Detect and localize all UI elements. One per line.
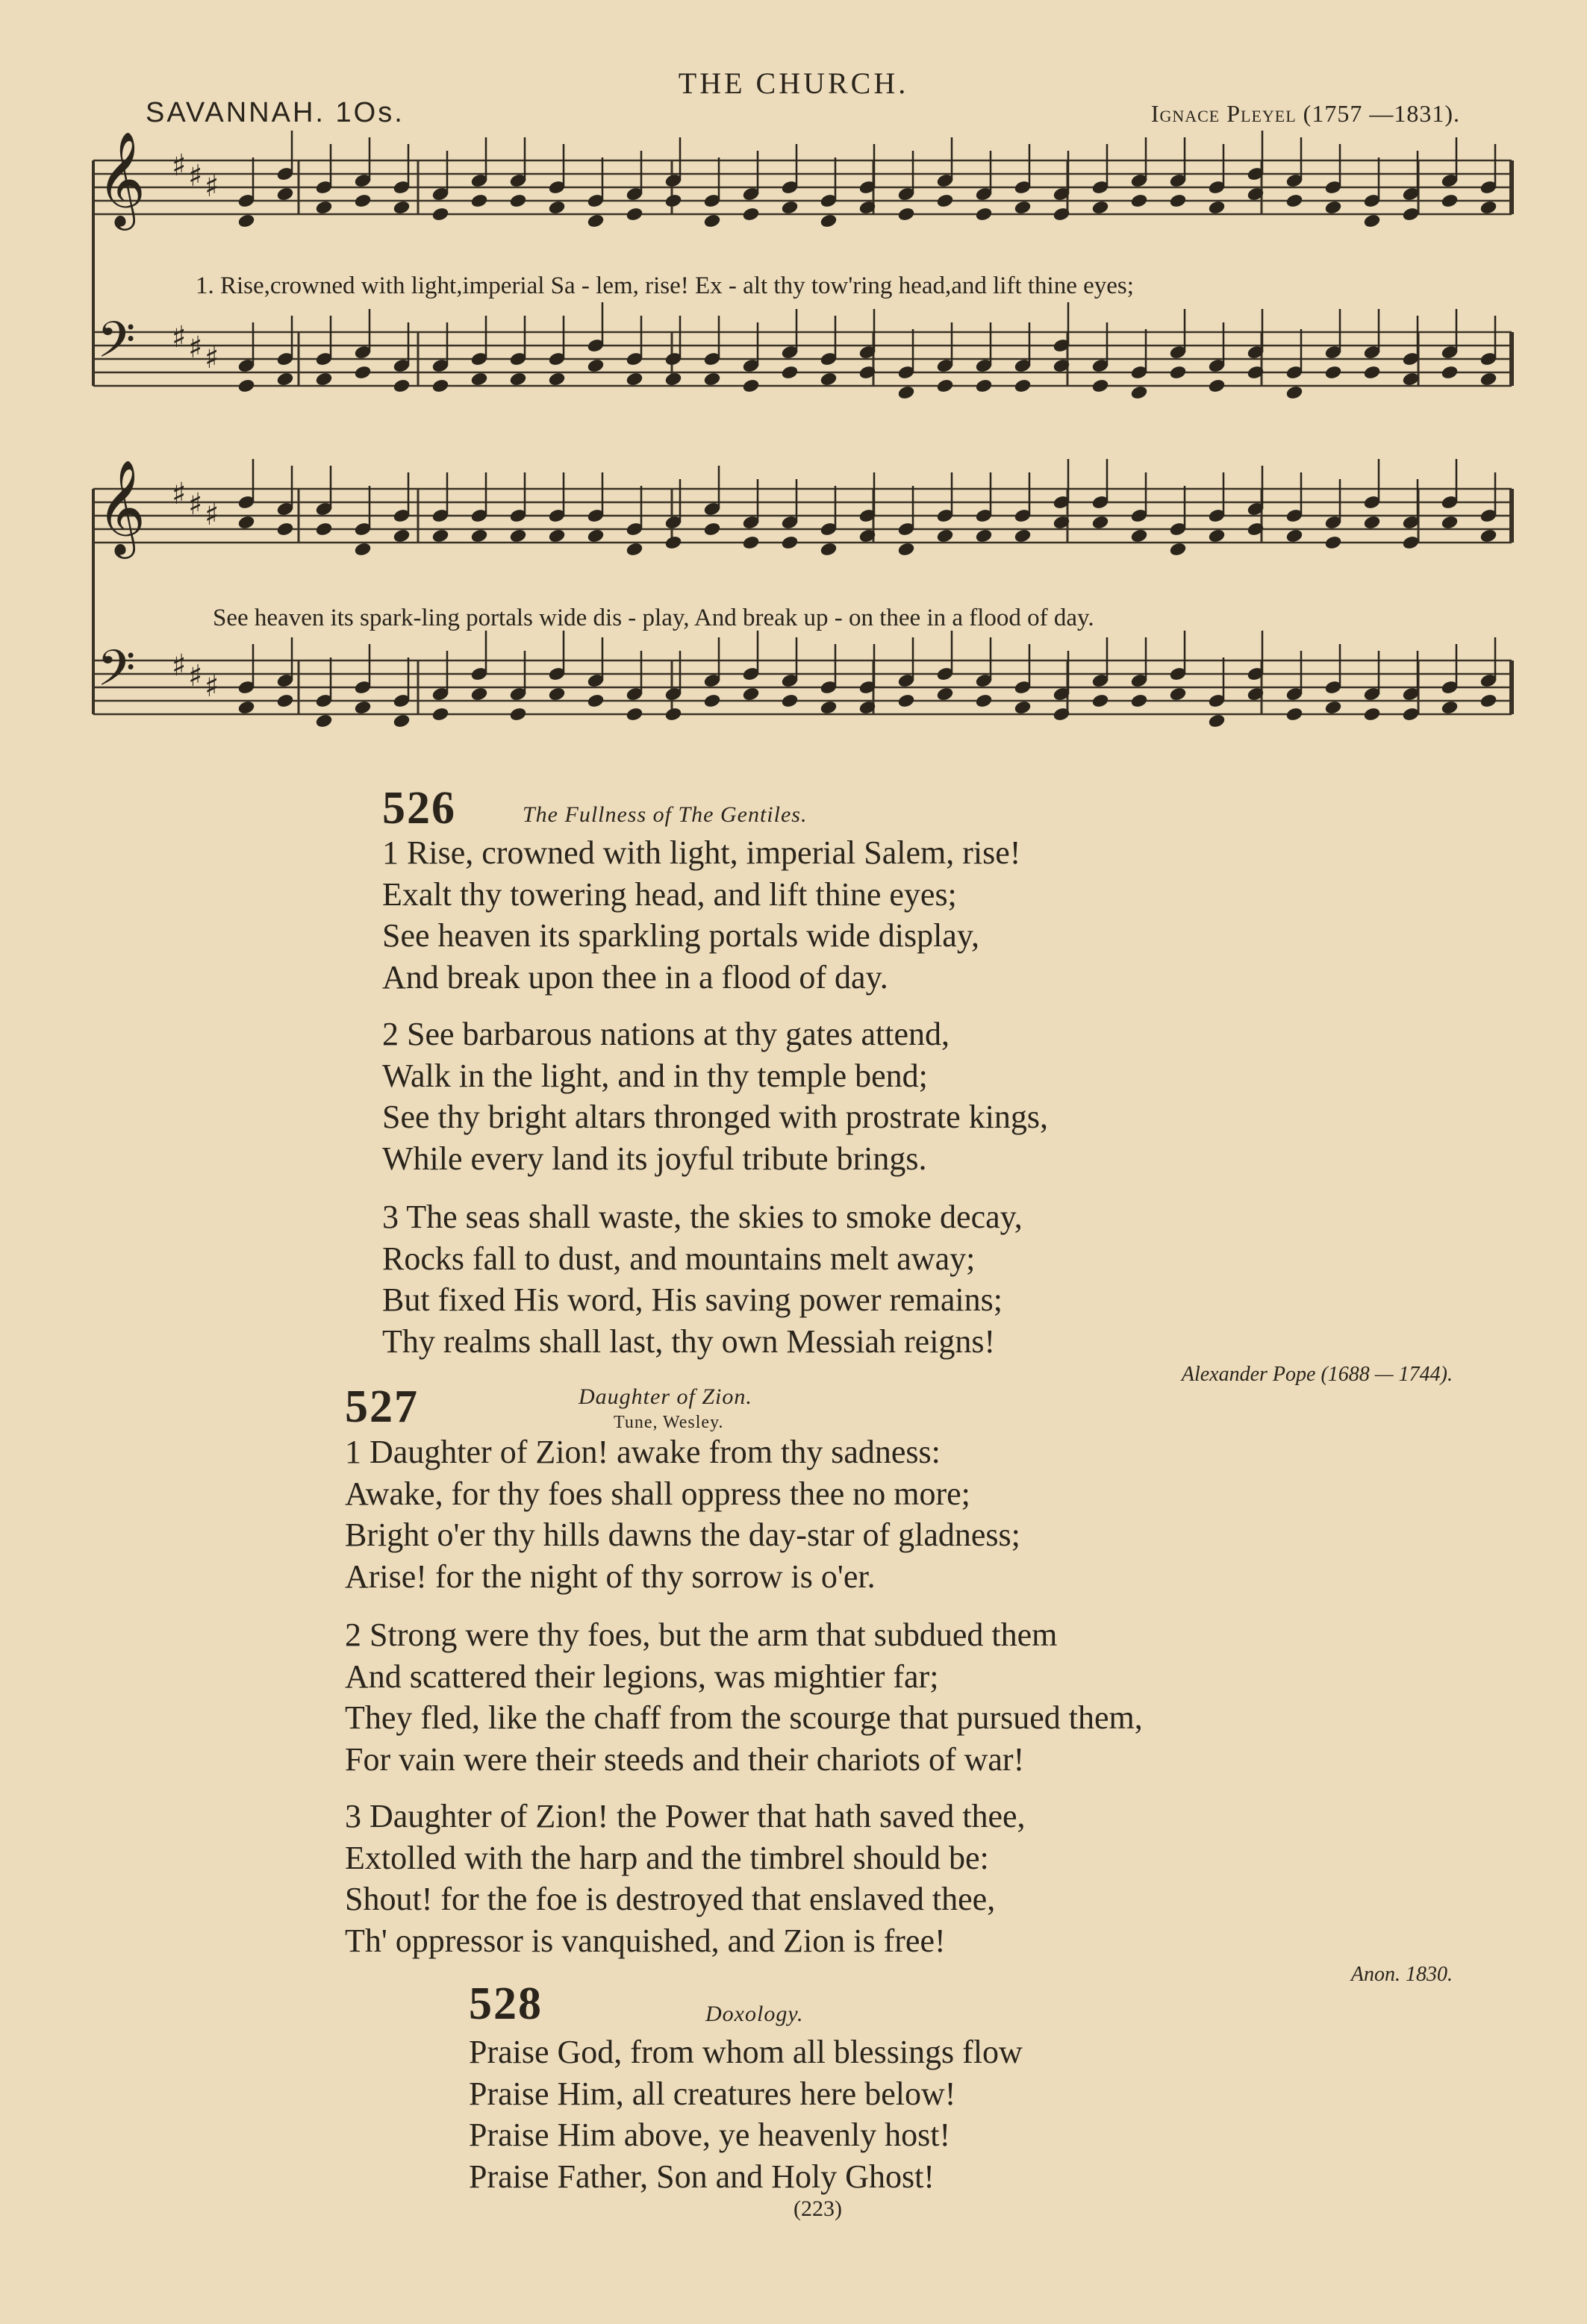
sharp-sign: ♯ (205, 498, 219, 532)
clef-signs (97, 131, 219, 709)
note-head (276, 372, 294, 387)
hymn-number-527: 527 (345, 1381, 419, 1432)
note-head (1285, 193, 1303, 208)
note-head (431, 378, 449, 393)
note-head (1091, 515, 1109, 530)
note-head (936, 687, 954, 702)
note-head (1441, 515, 1459, 530)
note-head (509, 707, 527, 722)
note-head (237, 378, 255, 393)
note-head (276, 693, 294, 708)
note-head (820, 542, 838, 557)
verse-line: For vain were their steeds and their chariots of war! (345, 1740, 1025, 1778)
verse-line: Shout! for the foe is destroyed that enslaved thee, (345, 1881, 996, 1917)
note-head (393, 378, 411, 393)
tune-note-527: Tune, Wesley. (614, 1413, 724, 1432)
attribution-526: Alexander Pope (1688 — 1744). (1181, 1363, 1453, 1386)
note-head (431, 207, 449, 222)
note-head (1169, 687, 1187, 702)
verse-line: Praise Him above, ye heavenly host! (469, 2117, 951, 2153)
note-head (703, 213, 721, 228)
verse-line: And break upon thee in a flood of day. (382, 958, 888, 996)
note-head (897, 542, 915, 557)
verse-line: Walk in the light, and in thy temple bend; (382, 1057, 928, 1094)
note-head (470, 193, 488, 208)
note-head (354, 700, 372, 715)
note-head (1324, 700, 1342, 715)
verse-line: Rocks fall to dust, and mountains melt away; (382, 1240, 976, 1277)
hymn-526-stanza-3 (382, 1196, 1023, 1362)
hymn-title-528: Doxology. (705, 2002, 804, 2026)
verse-line: Th' oppressor is vanquished, and Zion is free! (345, 1922, 946, 1959)
verse-line: But fixed His word, His saving power remains; (382, 1281, 1003, 1318)
note-head (1480, 372, 1497, 387)
note-head (276, 522, 294, 537)
note-head (742, 207, 760, 222)
note-head (975, 528, 993, 543)
note-head (742, 535, 760, 550)
note-head (742, 687, 760, 702)
note-head (781, 200, 799, 215)
note-head (897, 385, 915, 400)
note-head (1363, 213, 1381, 228)
note-head (1091, 378, 1109, 393)
hymn-number-528: 528 (469, 1978, 543, 2029)
note-head (587, 358, 605, 373)
verse-line: See heaven its sparkling portals wide display, (382, 917, 979, 954)
note-head (393, 528, 411, 543)
verse-line: 1 Daughter of Zion! awake from thy sadness: (345, 1434, 941, 1470)
note-head (548, 528, 566, 543)
note-head (1014, 700, 1032, 715)
verse-line: See thy bright altars thronged with prostrate kings, (382, 1099, 1049, 1135)
note-head (742, 378, 760, 393)
page-number: (223) (794, 2196, 842, 2221)
note-head (820, 213, 838, 228)
note-head (1363, 707, 1381, 722)
verse-line: Extolled with the harp and the timbrel should be: (345, 1839, 989, 1876)
note-head (1169, 542, 1187, 557)
note-head (936, 193, 954, 208)
note-head (470, 372, 488, 387)
hymn-title-526: The Fullness of The Gentiles. (523, 802, 808, 827)
verse-line: Awake, for thy foes shall oppress thee no more; (345, 1475, 970, 1512)
note-head (626, 372, 643, 387)
note-head (1285, 385, 1303, 400)
bass-clef: 𝄢 (97, 311, 136, 381)
note-head (664, 193, 682, 208)
note-head (1208, 378, 1226, 393)
note-head (509, 193, 527, 208)
note-head (1208, 528, 1226, 543)
note-head (276, 187, 294, 202)
hymn-526-stanza-1 (382, 832, 1020, 998)
note-head (897, 693, 915, 708)
note-head (975, 378, 993, 393)
sharp-sign: ♯ (188, 331, 203, 365)
note-head (470, 528, 488, 543)
note-head (626, 207, 643, 222)
note-head (1014, 378, 1032, 393)
verse-line: Thy realms shall last, thy own Messiah reigns! (382, 1322, 996, 1360)
note-head (626, 542, 643, 557)
note-head (781, 365, 799, 380)
note-head (587, 528, 605, 543)
note-head (1324, 535, 1342, 550)
note-head (1363, 365, 1381, 380)
note-head (315, 522, 333, 537)
verse-line: Praise Him, all creatures here below! (469, 2075, 956, 2112)
verse-line: Exalt thy towering head, and lift thine eyes; (382, 875, 957, 913)
note-head (1480, 528, 1497, 543)
note-head (1208, 713, 1226, 728)
sharp-sign: ♯ (188, 159, 203, 193)
composer-credit: Ignace Pleyel (1757 —1831). (1150, 100, 1460, 127)
note-head (1480, 693, 1497, 708)
note-heads (237, 131, 1497, 728)
note-head (1480, 200, 1497, 215)
note-head (664, 535, 682, 550)
sharp-sign: ♯ (205, 169, 219, 204)
verse-line: While every land its joyful tribute brings. (382, 1140, 927, 1177)
sharp-sign: ♯ (172, 149, 187, 183)
sharp-sign: ♯ (172, 320, 187, 354)
note-head (1091, 200, 1109, 215)
note-head (237, 213, 255, 228)
sharp-sign: ♯ (188, 487, 203, 522)
note-head (237, 515, 255, 530)
note-head (354, 365, 372, 380)
note-head (315, 713, 333, 728)
verse-line: Bright o'er thy hills dawns the day-star of gladness; (345, 1516, 1020, 1553)
note-head (393, 200, 411, 215)
sharp-sign: ♯ (205, 669, 219, 704)
treble-clef: 𝄞 (97, 459, 146, 555)
note-head (548, 372, 566, 387)
note-head (587, 693, 605, 708)
tune-name: SAVANNAH. 1Os. (146, 97, 405, 128)
note-head (1285, 707, 1303, 722)
hymn-527-stanza-1 (345, 1431, 1020, 1597)
note-head (1402, 207, 1420, 222)
verse-line: Praise God, from whom all blessings flow (469, 2034, 1023, 2070)
note-head (587, 213, 605, 228)
note-head (897, 207, 915, 222)
verse-line: 2 See barbarous nations at thy gates attend, (382, 1016, 950, 1052)
note-head (820, 372, 838, 387)
note-head (975, 693, 993, 708)
note-head (1014, 200, 1032, 215)
note-head (393, 713, 411, 728)
note-head (354, 542, 372, 557)
verse-line: Praise Father, Son and Holy Ghost! (469, 2158, 935, 2195)
note-head (237, 700, 255, 715)
note-head (1363, 515, 1381, 530)
lyrics-line-1: 1. Rise,crowned with light,imperial Sa - lem, rise! Ex - alt thy tow'ring head,and lift thine eyes; (196, 272, 1134, 299)
note-head (315, 372, 333, 387)
note-head (1014, 528, 1032, 543)
hymn-527-stanza-3 (345, 1796, 1026, 1961)
section-title: THE CHURCH. (678, 66, 909, 100)
note-head (1130, 528, 1148, 543)
note-head (781, 693, 799, 708)
note-head (509, 528, 527, 543)
verse-line: Arise! for the night of thy sorrow is o'er. (345, 1558, 876, 1595)
sharp-sign: ♯ (188, 659, 203, 693)
note-head (354, 193, 372, 208)
note-head (1285, 528, 1303, 543)
note-head (1091, 693, 1109, 708)
verse-line: 1 Rise, crowned with light, imperial Salem, rise! (382, 834, 1021, 871)
hymn-title-527: Daughter of Zion. (579, 1384, 752, 1409)
note-head (1441, 365, 1459, 380)
note-head (1130, 193, 1148, 208)
note-head (431, 707, 449, 722)
note-head (1169, 193, 1187, 208)
hymn-527-stanza-2 (345, 1614, 1143, 1780)
note-head (781, 535, 799, 550)
verse-line: 3 Daughter of Zion! the Power that hath saved thee, (345, 1798, 1026, 1834)
note-head (1402, 535, 1420, 550)
verse-line: They fled, like the chaff from the scourge that pursued them, (345, 1699, 1143, 1736)
hymn-528-stanza (469, 2031, 1023, 2197)
note-head (975, 207, 993, 222)
note-head (1324, 200, 1342, 215)
note-head (1441, 700, 1459, 715)
note-head (1324, 365, 1342, 380)
attribution-527: Anon. 1830. (1350, 1963, 1453, 1986)
note-head (315, 200, 333, 215)
note-head (548, 687, 566, 702)
note-head (703, 522, 721, 537)
note-head (509, 372, 527, 387)
sharp-sign: ♯ (172, 477, 187, 511)
note-head (703, 693, 721, 708)
bass-clef: 𝄢 (97, 640, 136, 709)
sharp-sign: ♯ (172, 649, 187, 683)
note-head (664, 707, 682, 722)
note-head (820, 700, 838, 715)
verse-line: 2 Strong were thy foes, but the arm that subdued them (345, 1617, 1058, 1653)
lyrics-line-2: See heaven its spark-ling portals wide dis - play, And break up - on thee in a flood of day. (213, 605, 1094, 631)
sharp-sign: ♯ (205, 341, 219, 375)
treble-clef: 𝄞 (97, 131, 146, 226)
note-head (703, 372, 721, 387)
note-head (936, 378, 954, 393)
note-head (431, 528, 449, 543)
note-head (1208, 200, 1226, 215)
note-head (1402, 372, 1420, 387)
note-head (1130, 693, 1148, 708)
note-head (1402, 707, 1420, 722)
note-head (936, 528, 954, 543)
note-head (1130, 385, 1148, 400)
note-head (548, 200, 566, 215)
verse-line: 3 The seas shall waste, the skies to smoke decay, (382, 1199, 1023, 1235)
note-head (1169, 365, 1187, 380)
note-head (626, 707, 643, 722)
note-head (1441, 193, 1459, 208)
music-score (0, 0, 1587, 806)
verse-line: And scattered their legions, was mightier far; (345, 1658, 939, 1695)
note-head (470, 687, 488, 702)
note-head (664, 372, 682, 387)
hymn-number-526: 526 (382, 783, 456, 834)
hymn-526-stanza-2 (382, 1013, 1048, 1179)
